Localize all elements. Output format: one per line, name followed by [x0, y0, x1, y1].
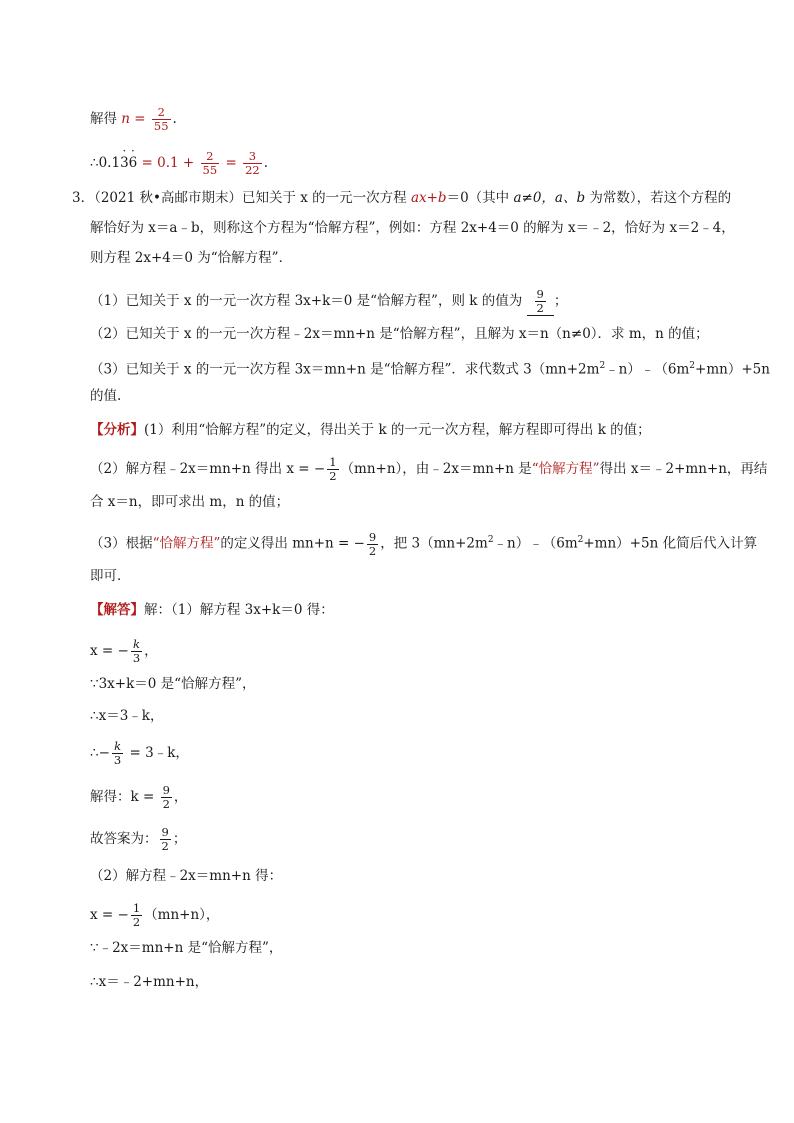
text: = 3﹣k，	[125, 745, 189, 761]
denominator: 2	[536, 301, 544, 315]
numerator: 9	[368, 529, 377, 544]
fraction	[243, 150, 262, 177]
solution-step	[90, 784, 187, 811]
fraction	[367, 531, 378, 558]
numerator: 1	[132, 901, 141, 915]
text: 解得：k =	[90, 789, 159, 805]
solution-step	[90, 674, 255, 694]
text: ∴x＝3﹣k，	[90, 708, 164, 724]
denominator: 3	[132, 651, 141, 665]
text: （2）解方程﹣2x＝mn+n 得：	[90, 868, 283, 884]
text: 得出 x＝﹣2+mn+n，再结	[599, 461, 768, 477]
denominator: 2	[132, 915, 141, 929]
repeat-digit: · 6	[129, 153, 138, 173]
text: （1）已知关于 x 的一元一次方程 3x+k＝0 是“恰解方程”，则 k 的值为	[90, 293, 527, 309]
text: 则方程 2x+4＝0 为“恰解方程”．	[90, 250, 293, 266]
numerator: 9	[162, 783, 170, 797]
highlight: “恰解方程”	[531, 461, 600, 477]
text: ∴0.1	[90, 155, 121, 171]
text: （2）已知关于 x 的一元一次方程﹣2x＝mn+n 是“恰解方程”，且解为 x＝n（n≠0）．求 m，n 的值；	[90, 326, 709, 342]
answer-blank	[527, 288, 554, 316]
denominator: 2	[368, 543, 377, 558]
text: （3）已知关于 x 的一元一次方程 3x＝mn+n 是“恰解方程”．求代数式 3（mn+2m	[90, 361, 600, 378]
solution-step	[90, 902, 219, 929]
solution-step	[90, 706, 163, 726]
numerator: 9	[161, 825, 169, 839]
text: 合 x＝n，即可求出 m，n 的值；	[90, 494, 290, 510]
solution-1	[90, 600, 334, 620]
analysis-2-line-2	[90, 492, 289, 512]
text: ，	[173, 789, 188, 805]
text: ，	[144, 643, 158, 659]
question-number: 3．	[72, 190, 95, 206]
text: = 0.1 +	[137, 155, 199, 171]
text: （mn+n），	[144, 907, 220, 923]
text: 解得	[90, 111, 122, 127]
text: ∴x＝﹣2+mn+n，	[90, 974, 209, 990]
fraction	[535, 288, 546, 315]
analysis-tag: 【分析】	[90, 422, 144, 438]
text: .	[263, 155, 268, 171]
text: ＝0（其中	[446, 190, 514, 206]
text: ∵3x+k＝0 是“恰解方程”，	[90, 676, 256, 692]
solution-step	[90, 826, 186, 853]
superscript: 2	[689, 361, 696, 371]
solution-step	[90, 866, 282, 886]
solution-step	[90, 740, 189, 767]
denominator: 3	[113, 753, 122, 767]
text: ﹣n）﹣（6m	[605, 361, 690, 378]
analysis-1	[90, 420, 651, 440]
text: −	[313, 461, 326, 477]
numerator: 1	[329, 455, 337, 469]
numerator: 2	[206, 149, 214, 163]
numerator: k	[114, 739, 122, 753]
denominator: 22	[245, 163, 260, 177]
solution-step	[90, 638, 158, 665]
solution-step	[90, 938, 282, 958]
part-3	[90, 356, 770, 380]
numerator: 2	[157, 105, 165, 119]
part-1	[90, 288, 567, 316]
solution-tag: 【解答】	[90, 602, 144, 618]
text: +mn）+5n	[695, 361, 770, 378]
superscript: 2	[487, 535, 494, 545]
numerator: 3	[248, 149, 257, 163]
part-3-line-2	[90, 386, 121, 406]
superscript: 2	[599, 361, 606, 371]
text: （2021 秋•高邮市期末）已知关于 x 的一元一次方程	[94, 190, 411, 206]
fraction	[131, 902, 142, 929]
repeat-digit: · 3	[120, 153, 129, 173]
denominator: 55	[202, 163, 218, 177]
text: a≠0，a、b	[513, 190, 586, 206]
text: ；	[172, 831, 187, 847]
text: （mn+n），由﹣2x＝mn+n 是	[340, 461, 532, 477]
text: =	[130, 111, 150, 127]
repeating-decimal-line	[90, 150, 268, 177]
text: （3）根据	[90, 535, 153, 552]
denominator: 2	[329, 469, 337, 483]
numerator: k	[133, 637, 140, 651]
question-3-line-3	[90, 248, 292, 268]
text: 为常数），若这个方程的	[585, 190, 732, 206]
denominator: 55	[153, 119, 169, 133]
text: ∵﹣2x＝mn+n 是“恰解方程”，	[90, 940, 283, 956]
text: =	[221, 155, 242, 171]
text: 解：（1）解方程 3x+k＝0 得：	[144, 602, 334, 618]
fraction	[201, 150, 220, 177]
fraction	[152, 106, 171, 133]
question-3-line-1	[72, 188, 731, 208]
superscript: 2	[577, 535, 584, 545]
text: 的值.	[90, 388, 122, 404]
solve-n-line	[90, 106, 177, 133]
text: x = −	[90, 643, 129, 659]
text: ，把 3（mn+2m	[380, 535, 488, 552]
fraction	[160, 826, 171, 853]
analysis-3	[90, 530, 757, 558]
fraction	[161, 784, 172, 811]
highlight: “恰解方程”	[152, 535, 221, 552]
fraction	[131, 638, 142, 665]
text: 解恰好为 x＝a﹣b，则称这个方程为“恰解方程”，例如：方程 2x+4＝0 的解为 x＝﹣2，恰好为 x＝2﹣4，	[90, 220, 735, 236]
var-n: n	[121, 111, 130, 127]
text: ∴−	[90, 745, 110, 761]
denominator: 2	[161, 839, 169, 853]
text: 即可．	[90, 568, 131, 584]
analysis-3-line-2	[90, 566, 131, 586]
question-3-line-2	[90, 218, 735, 238]
fraction	[112, 740, 123, 767]
text: 的定义得出 mn+n = −	[220, 535, 365, 552]
equation: ax+b	[410, 190, 447, 206]
text: (1）利用“恰解方程”的定义，得出关于 k 的一元一次方程，解方程即可得出 k 的值；	[144, 422, 651, 438]
part-2	[90, 324, 709, 344]
solution-step	[90, 972, 208, 992]
text: ﹣n）﹣（6m	[493, 535, 578, 552]
fraction	[327, 456, 338, 483]
analysis-2	[90, 456, 767, 483]
text: +mn）+5n 化简后代入计算	[583, 535, 758, 552]
text: x = −	[90, 907, 129, 923]
text: （2）解方程﹣2x＝mn+n 得出 x =	[90, 461, 314, 477]
denominator: 2	[162, 797, 170, 811]
numerator: 9	[536, 287, 544, 301]
text: 故答案为：	[90, 831, 158, 847]
text: ；	[553, 293, 568, 309]
text: .	[172, 111, 177, 127]
